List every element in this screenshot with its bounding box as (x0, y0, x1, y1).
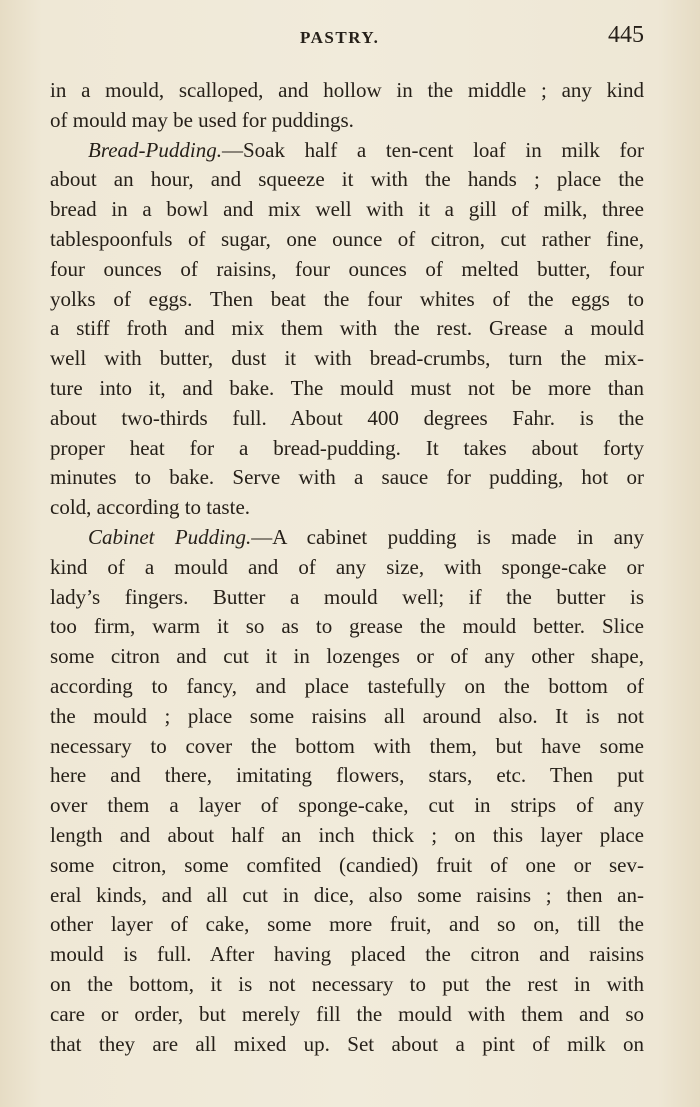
line-text: proper heat for a bread-pudding. It takes about forty (50, 435, 644, 460)
line-text: —A cabinet pudding is made in any (251, 524, 644, 549)
line-text: about two-thirds full. About 400 degrees Fahr. is the (50, 405, 644, 430)
line-text: four ounces of raisins, four ounces of melted butter, four (50, 256, 644, 281)
line-text: kind of a mould and of any size, with sponge-cake or (50, 554, 644, 579)
line-text: minutes to bake. Serve with a sauce for pudding, hot or (50, 465, 644, 490)
line-text: ture into it, and bake. The mould must not be more than (50, 375, 644, 400)
line-text: length and about half an inch thick ; on this layer place (50, 822, 644, 847)
line-text: according to fancy, and place tastefully on the bottom of (50, 673, 644, 698)
line-text: some citron and cut it in lozenges or of any other shape, (50, 644, 644, 669)
line-text: —Soak half a ten-cent loaf in milk for (221, 137, 644, 162)
text-line (50, 523, 644, 553)
text-line (50, 314, 644, 344)
text-line (50, 583, 644, 613)
line-text: in a mould, scalloped, and hollow in the middle ; any kind (50, 78, 644, 102)
page-number: 445 (608, 22, 644, 48)
line-text: of mould may be used for puddings. (50, 107, 354, 132)
text-line (50, 553, 644, 583)
line-text: tablespoonfuls of sugar, one ounce of citron, cut rather fine, (50, 226, 644, 251)
line-text: about an hour, and squeeze it with the hands ; place the (50, 167, 644, 192)
text-line (50, 374, 644, 404)
line-text: care or order, but merely fill the mould with them and so (50, 1001, 644, 1026)
line-text: lady’s fingers. Butter a mould well; if the butter is (50, 584, 644, 609)
text-line (50, 255, 644, 285)
line-text: well with butter, dust it with bread-crumbs, turn the mix- (50, 346, 644, 371)
line-text: the mould ; place some raisins all around also. It is not (50, 703, 644, 728)
text-line (50, 225, 644, 255)
line-text: that they are all mixed up. Set about a pint of milk on (50, 1031, 644, 1056)
text-line (50, 285, 644, 315)
text-line (50, 702, 644, 732)
line-text: cold, according to taste. (50, 495, 251, 520)
text-line (50, 940, 644, 970)
text-line (50, 344, 644, 374)
body-text (50, 76, 644, 1059)
recipe-heading: Bread-Pudding. (88, 137, 222, 162)
line-text: eral kinds, and all cut in dice, also some raisins ; then an- (50, 882, 644, 907)
line-text: other layer of cake, some more fruit, and so on, till the (50, 912, 644, 937)
text-line (50, 434, 644, 464)
line-text: too firm, warm it so as to grease the mould better. Slice (50, 614, 644, 639)
line-text: mould is full. After having placed the citron and raisins (50, 942, 644, 967)
text-line (50, 851, 644, 881)
line-text: a stiff froth and mix them with the rest. Grease a mould (50, 316, 644, 341)
line-text: on the bottom, it is not necessary to put the rest in with (50, 971, 644, 996)
text-line (50, 761, 644, 791)
text-line (50, 910, 644, 940)
text-line (50, 821, 644, 851)
text-line (50, 970, 644, 1000)
text-line (50, 136, 644, 166)
line-text: necessary to cover the bottom with them, but have some (50, 733, 644, 758)
text-line (50, 732, 644, 762)
text-line (50, 106, 644, 136)
text-line (50, 881, 644, 911)
text-line (50, 493, 644, 523)
text-line (50, 672, 644, 702)
line-text: here and there, imitating flowers, stars, etc. Then put (50, 763, 644, 788)
text-line (50, 1030, 644, 1060)
text-line (50, 642, 644, 672)
text-line (50, 791, 644, 821)
line-text: yolks of eggs. Then beat the four whites of the eggs to (50, 286, 644, 311)
text-line (50, 463, 644, 493)
text-line (50, 165, 644, 195)
recipe-heading: Cabinet Pudding. (88, 524, 252, 549)
line-text: bread in a bowl and mix well with it a gill of milk, three (50, 197, 644, 222)
line-text: some citron, some comfited (candied) fruit of one or sev- (50, 852, 644, 877)
running-title: PASTRY. (300, 28, 380, 47)
text-line (50, 1000, 644, 1030)
text-line (50, 76, 644, 106)
line-text: over them a layer of sponge-cake, cut in strips of any (50, 793, 644, 818)
text-line (50, 404, 644, 434)
text-line (50, 612, 644, 642)
text-line (50, 195, 644, 225)
